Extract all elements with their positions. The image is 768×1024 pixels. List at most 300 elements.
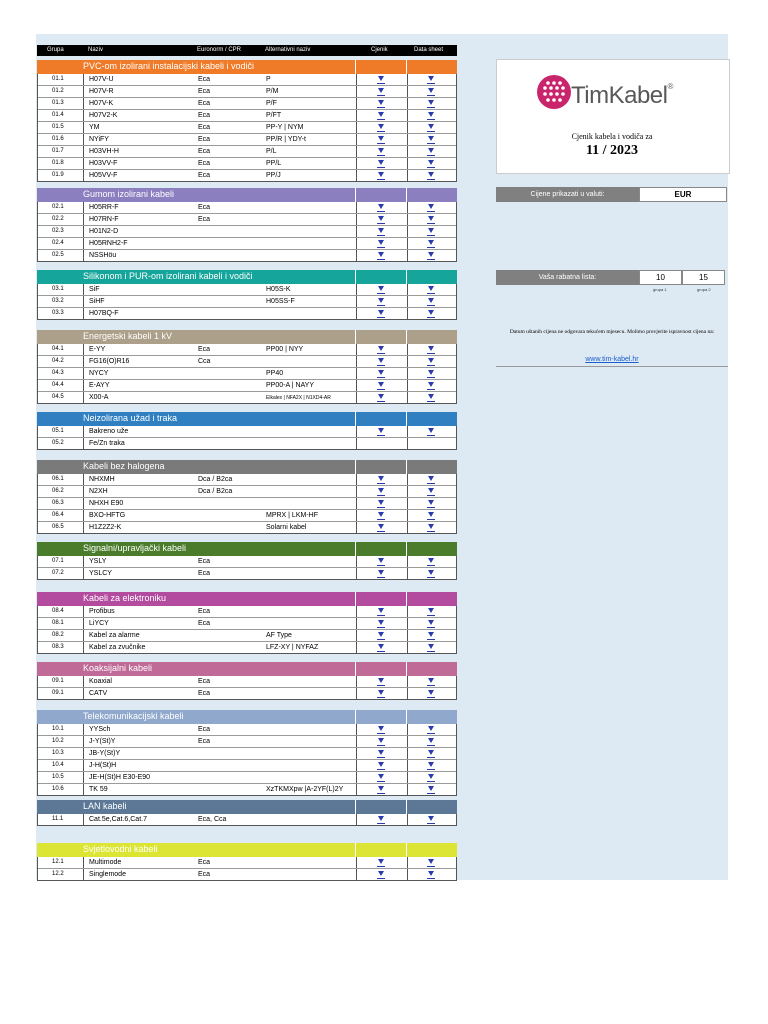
row-name: Profibus [89,608,115,615]
section-title-bar [37,60,457,74]
datasheet-link-icon[interactable] [427,171,436,182]
row-group: 02.2 [52,216,64,222]
section [37,710,457,796]
discount-group-1-value[interactable]: 10 [639,270,682,285]
row-name: JE-H(St)H E30-E90 [89,774,151,781]
table-row [38,498,456,510]
section-title-bar [37,460,457,474]
section [37,662,457,700]
section [37,412,457,450]
price-list-date: 11 / 2023 [585,143,639,158]
table-row [38,568,456,579]
price-list-link-icon[interactable] [377,619,386,630]
price-list-link-icon[interactable] [377,631,386,642]
currency-selector [496,187,728,202]
row-alt-name: Solarni kabel [266,524,307,531]
section [37,330,457,404]
website-link[interactable]: www.tim-kabel.hr [585,356,639,363]
datasheet-link-icon[interactable] [427,123,436,134]
section-rows [37,606,457,654]
row-euronorm: Eca [198,88,211,95]
row-group: 04.1 [52,346,64,352]
section-rows [37,474,457,534]
section-title: Svjetlovodni kabeli [83,844,158,854]
table-row [38,202,456,214]
row-euronorm: Eca [198,608,211,615]
price-list-link-icon[interactable] [377,357,386,368]
row-name: X00-A [89,394,109,401]
section-title: Telekomunikacijski kabeli [83,711,184,721]
datasheet-link-icon[interactable] [427,427,436,438]
row-alt-name: PP-Y | NYM [266,124,304,131]
section-rows [37,556,457,580]
price-list-link-icon[interactable] [377,345,386,356]
row-euronorm: Eca [198,558,211,565]
table-row [38,724,456,736]
datasheet-link-icon[interactable] [427,147,436,158]
datasheet-link-icon[interactable] [427,239,436,250]
table-row [38,618,456,630]
table-row [38,522,456,533]
row-name: H07V-K [89,100,114,107]
row-name: YSLCY [89,570,112,577]
row-name: J-Y(St)Y [89,738,116,745]
datasheet-link-icon[interactable] [427,523,436,534]
datasheet-link-icon[interactable] [427,215,436,226]
price-list-link-icon[interactable] [377,135,386,146]
datasheet-link-icon[interactable] [427,761,436,772]
header-cjenik: Cjenik [371,47,388,53]
price-list-link-icon[interactable] [377,99,386,110]
table-row [38,474,456,486]
price-list-link-icon[interactable] [377,239,386,250]
datasheet-link-icon[interactable] [427,487,436,498]
price-list-link-icon[interactable] [377,773,386,784]
datasheet-link-icon[interactable] [427,569,436,580]
datasheet-link-icon[interactable] [427,643,436,654]
section-rows [37,202,457,262]
header-grupa: Grupa [47,47,64,53]
row-group: 04.4 [52,382,64,388]
table-row [38,146,456,158]
header-alternativni: Alternativni naziv [265,47,311,53]
row-group: 08.2 [52,632,64,638]
discount-label: Vaša rabatna lista: [496,270,639,285]
note-text: Datum uštanih cijena ne odgovara tekućem mjesecu. Molimo provjerite ispravnost cijena na: [509,329,715,335]
table-row [38,368,456,380]
datasheet-link-icon[interactable] [427,619,436,630]
row-group: 12.1 [52,859,64,865]
price-list-link-icon[interactable] [377,369,386,380]
row-euronorm: Eca [198,204,211,211]
row-alt-name: P/L [266,148,277,155]
row-group: 10.5 [52,774,64,780]
section-title-bar [37,662,457,676]
row-name: Cat.5e,Cat.6,Cat.7 [89,816,147,823]
row-euronorm: Eca [198,346,211,353]
price-list-link-icon[interactable] [377,523,386,534]
datasheet-link-icon[interactable] [427,203,436,214]
row-alt-name: P [266,76,271,83]
datasheet-link-icon[interactable] [427,87,436,98]
section-title: Energetski kabeli 1 kV [83,331,173,341]
row-group: 06.1 [52,476,64,482]
section-title: Koaksijalni kabeli [83,663,153,673]
row-name: H07BQ-F [89,310,119,317]
price-list-link-icon[interactable] [377,227,386,238]
row-name: TK 59 [89,786,108,793]
table-row [38,748,456,760]
row-group: 03.1 [52,286,64,292]
section-title-bar [37,270,457,284]
section-title: Kabeli za elektroniku [83,593,167,603]
price-list-link-icon[interactable] [377,427,386,438]
price-list-link-icon[interactable] [377,393,386,404]
row-name: FG16(O)R16 [89,358,130,365]
row-group: 02.1 [52,204,64,210]
row-euronorm: Eca [198,172,211,179]
section-title-bar [37,542,457,556]
row-group: 04.5 [52,394,64,400]
table-row [38,556,456,568]
row-group: 01.2 [52,88,64,94]
table-row [38,392,456,403]
row-name: H03VH-H [89,148,119,155]
table-row [38,688,456,699]
row-euronorm: Dca / B2ca [198,476,233,483]
row-euronorm: Eca [198,76,211,83]
price-list-link-icon[interactable] [377,677,386,688]
currency-value[interactable]: EUR [639,187,727,202]
row-group: 08.4 [52,608,64,614]
datasheet-link-icon[interactable] [427,393,436,404]
row-group: 01.3 [52,100,64,106]
row-group: 04.2 [52,358,64,364]
row-alt-name: PP00 | NYY [266,346,304,353]
row-euronorm: Eca [198,690,211,697]
datasheet-link-icon[interactable] [427,689,436,700]
row-group: 01.9 [52,172,64,178]
row-alt-name: MPRX | LKM-HF [266,512,318,519]
section-rows [37,284,457,320]
row-name: H01N2-D [89,228,119,235]
row-group: 12.2 [52,871,64,877]
datasheet-link-icon[interactable] [427,381,436,392]
row-alt-name: Elkalex | NFA2X | N1XD4-AR [266,395,331,401]
row-name: Bakreno uže [89,428,129,435]
section [37,843,457,881]
row-group: 02.3 [52,228,64,234]
price-list-link-icon[interactable] [377,858,386,869]
datasheet-link-icon[interactable] [427,75,436,86]
section-rows [37,724,457,796]
row-group: 09.1 [52,690,64,696]
row-name: NHXMH [89,476,115,483]
row-name: H07V2-K [89,112,118,119]
row-name: H05VV-F [89,172,118,179]
row-euronorm: Eca [198,136,211,143]
datasheet-link-icon[interactable] [427,227,436,238]
price-list-link-icon[interactable] [377,111,386,122]
price-list-link-icon[interactable] [377,607,386,618]
row-euronorm: Eca [198,678,211,685]
datasheet-link-icon[interactable] [427,159,436,170]
section-title-bar [37,188,457,202]
table-row [38,426,456,438]
datasheet-link-icon[interactable] [427,631,436,642]
row-group: 10.2 [52,738,64,744]
datasheet-link-icon[interactable] [427,251,436,262]
datasheet-link-icon[interactable] [427,475,436,486]
row-alt-name: PP/L [266,160,282,167]
table-row [38,486,456,498]
price-list-link-icon[interactable] [377,159,386,170]
header-naziv: Naziv [88,47,104,53]
section-title-bar [37,800,457,814]
currency-label: Cijene prikazati u valuti: [496,187,639,202]
row-name: BXO-HFTG [89,512,126,519]
row-group: 03.3 [52,310,64,316]
table-row [38,134,456,146]
datasheet-link-icon[interactable] [427,557,436,568]
price-list-link-icon[interactable] [377,499,386,510]
datasheet-link-icon[interactable] [427,135,436,146]
row-name: NSSHöu [89,252,117,259]
datasheet-link-icon[interactable] [427,815,436,826]
row-group: 10.4 [52,762,64,768]
table-row [38,122,456,134]
price-list-link-icon[interactable] [377,87,386,98]
datasheet-link-icon[interactable] [427,309,436,320]
row-group: 10.1 [52,726,64,732]
price-list-link-icon[interactable] [377,511,386,522]
section-title-bar [37,843,457,857]
row-name: H03VV-F [89,160,118,167]
section-title-bar [37,330,457,344]
row-group: 11.1 [52,816,64,822]
section-rows [37,426,457,450]
datasheet-link-icon[interactable] [427,111,436,122]
row-name: H07V-R [89,88,114,95]
section-title: LAN kabeli [83,801,127,811]
table-header [37,45,457,56]
section-title-bar [37,412,457,426]
price-list-link-icon[interactable] [377,171,386,182]
row-euronorm: Eca [198,726,211,733]
table-row [38,284,456,296]
row-euronorm: Eca [198,124,211,131]
header-euronorm: Euronorm / CPR [197,47,242,53]
datasheet-link-icon[interactable] [427,677,436,688]
row-alt-name: H05S-K [266,286,291,293]
row-name: LiYCY [89,620,109,627]
row-euronorm: Dca / B2ca [198,488,233,495]
row-group: 07.2 [52,570,64,576]
datasheet-link-icon[interactable] [427,607,436,618]
row-name: JB-Y(St)Y [89,750,121,757]
row-group: 02.4 [52,240,64,246]
price-date-note [496,322,728,367]
table-row [38,772,456,784]
section-title: PVC-om izolirani instalacijski kabeli i vodiči [83,61,255,71]
row-name: H05RR-F [89,204,119,211]
row-group: 01.4 [52,112,64,118]
row-name: Fe/Zn traka [89,440,125,447]
row-name: J-H(St)H [89,762,117,769]
datasheet-link-icon[interactable] [427,858,436,869]
table-row [38,380,456,392]
group-2-label: grupa 2 [697,287,711,292]
price-list-link-icon[interactable] [377,737,386,748]
row-group: 06.4 [52,512,64,518]
row-name: Koaxial [89,678,112,685]
section-rows [37,74,457,182]
table-row [38,110,456,122]
price-list-link-icon[interactable] [377,689,386,700]
row-euronorm: Cca [198,358,211,365]
table-row [38,238,456,250]
row-group: 08.3 [52,644,64,650]
discount-group-2-value[interactable]: 15 [682,270,725,285]
datasheet-link-icon[interactable] [427,99,436,110]
row-name: Kabel za zvučnike [89,644,146,651]
table-row [38,736,456,748]
table-row [38,250,456,261]
table-row [38,98,456,110]
section-title-bar [37,592,457,606]
row-name: YSLY [89,558,107,565]
row-alt-name: LFZ-XY | NYFAZ [266,644,319,651]
datasheet-link-icon[interactable] [427,773,436,784]
price-list-link-icon[interactable] [377,785,386,796]
section-rows [37,344,457,404]
row-alt-name: P/FT [266,112,282,119]
datasheet-link-icon[interactable] [427,870,436,881]
row-name: CATV [89,690,108,697]
row-name: E-AYY [89,382,110,389]
price-list-link-icon[interactable] [377,297,386,308]
table-row [38,814,456,825]
section-title: Signalni/upravljački kabeli [83,543,187,553]
price-list-link-icon[interactable] [377,381,386,392]
row-euronorm: Eca [198,570,211,577]
price-list-link-icon[interactable] [377,557,386,568]
row-name: Kabel za alarme [89,632,140,639]
datasheet-link-icon[interactable] [427,285,436,296]
row-alt-name: PP/R | YDY-t [266,136,306,143]
row-name: SiF [89,286,100,293]
section [37,60,457,182]
row-group: 08.1 [52,620,64,626]
datasheet-link-icon[interactable] [427,345,436,356]
row-euronorm: Eca, Cca [198,816,227,823]
table-row [38,344,456,356]
datasheet-link-icon[interactable] [427,297,436,308]
section-title: Gumom izolirani kabeli [83,189,175,199]
row-name: NYCY [89,370,109,377]
price-list-link-icon[interactable] [377,870,386,881]
datasheet-link-icon[interactable] [427,749,436,760]
row-alt-name: PP00-A | NAYY [266,382,314,389]
price-list-link-icon[interactable] [377,203,386,214]
row-euronorm: Eca [198,148,211,155]
section [37,800,457,826]
table-row [38,356,456,368]
row-alt-name: PP/J [266,172,281,179]
section [37,188,457,262]
row-alt-name: PP40 [266,370,284,377]
table-row [38,170,456,181]
price-list-link-icon[interactable] [377,215,386,226]
price-list-link-icon[interactable] [377,569,386,580]
datasheet-link-icon[interactable] [427,785,436,796]
datasheet-link-icon[interactable] [427,725,436,736]
row-name: SiHF [89,298,105,305]
row-euronorm: Eca [198,112,211,119]
row-name: Multimode [89,859,122,866]
row-name: Singlemode [89,871,126,878]
price-list-link-icon[interactable] [377,147,386,158]
datasheet-link-icon[interactable] [427,357,436,368]
table-row [38,158,456,170]
price-list-link-icon[interactable] [377,643,386,654]
row-name: N2XH [89,488,108,495]
row-euronorm: Eca [198,871,211,878]
table-row [38,510,456,522]
price-list-link-icon[interactable] [377,749,386,760]
table-row [38,86,456,98]
section-title: Silikonom i PUR-om izolirani kabeli i vodiči [83,271,253,281]
datasheet-link-icon[interactable] [427,499,436,510]
row-group: 03.2 [52,298,64,304]
price-list-link-icon[interactable] [377,75,386,86]
row-alt-name: XzTKMXpw |A-2YF(L)2Y [266,786,344,793]
row-group: 10.3 [52,750,64,756]
discount-list [496,270,728,285]
row-alt-name: H05SS-F [266,298,295,305]
price-list-link-icon[interactable] [377,761,386,772]
row-name: H1Z2Z2-K [89,524,122,531]
table-row [38,760,456,772]
row-group: 05.2 [52,440,64,446]
price-list-link-icon[interactable] [377,815,386,826]
group-1-label: grupa 1 [653,287,667,292]
section [37,542,457,580]
table-row [38,630,456,642]
datasheet-link-icon[interactable] [427,511,436,522]
price-list-link-icon[interactable] [377,475,386,486]
row-group: 01.6 [52,136,64,142]
datasheet-link-icon[interactable] [427,737,436,748]
section [37,460,457,534]
price-list-link-icon[interactable] [377,487,386,498]
row-group: 01.1 [52,76,64,82]
price-list-link-icon[interactable] [377,285,386,296]
row-name: NYiFY [89,136,109,143]
row-group: 05.1 [52,428,64,434]
row-group: 06.5 [52,524,64,530]
row-euronorm: Eca [198,100,211,107]
price-list-link-icon[interactable] [377,123,386,134]
price-list-link-icon[interactable] [377,725,386,736]
section [37,270,457,320]
row-group: 06.2 [52,488,64,494]
datasheet-link-icon[interactable] [427,369,436,380]
table-row [38,784,456,795]
price-list-link-icon[interactable] [377,309,386,320]
table-row [38,642,456,653]
price-list-link-icon[interactable] [377,251,386,262]
